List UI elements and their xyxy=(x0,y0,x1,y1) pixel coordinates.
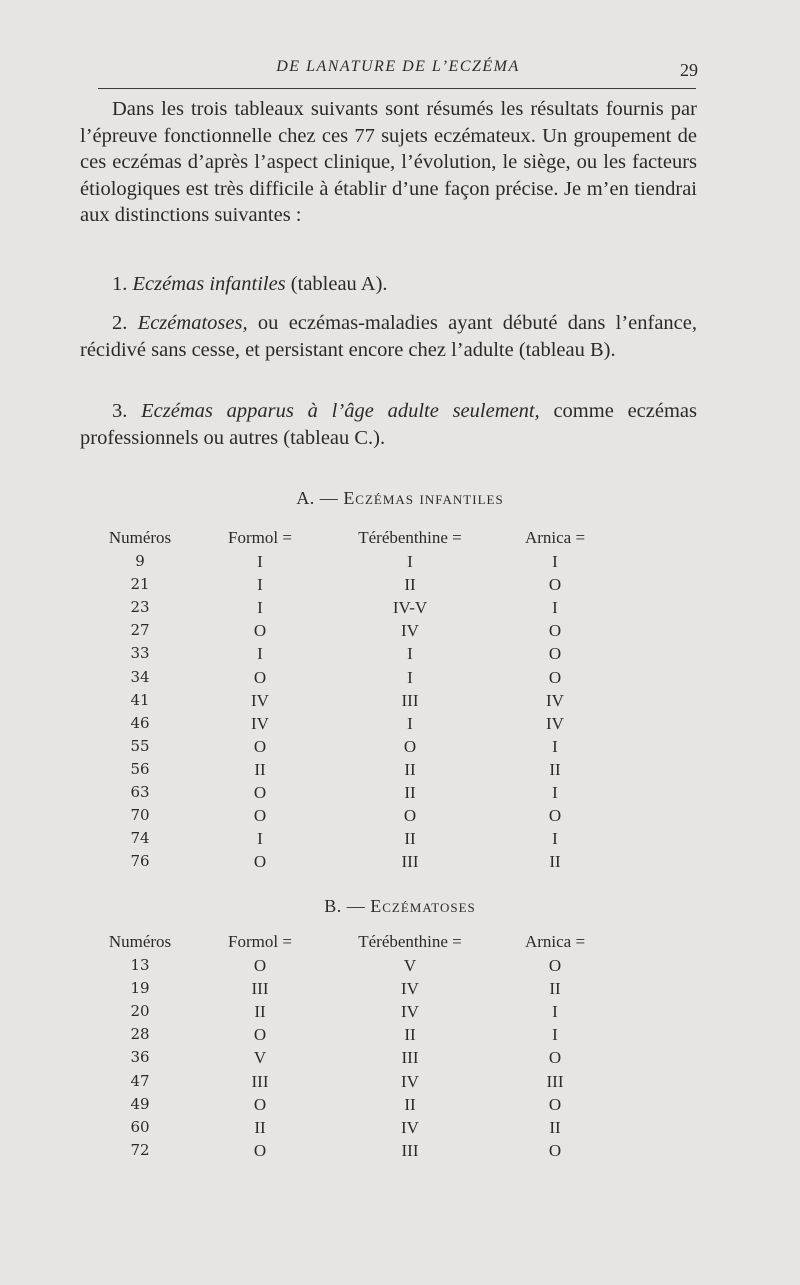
cell-terebenthine: IV xyxy=(401,979,419,999)
table-row xyxy=(90,550,620,573)
table-row xyxy=(90,712,620,735)
cell-terebenthine: V xyxy=(403,956,417,976)
cell-formol: I xyxy=(257,552,263,572)
cell-arnica: O xyxy=(548,667,562,687)
table-a-body xyxy=(90,550,620,873)
table-b-title xyxy=(0,896,800,917)
cell-numero: 76 xyxy=(130,852,150,871)
cell-numero: 74 xyxy=(130,829,150,848)
table-row xyxy=(90,954,620,977)
table-row xyxy=(90,1000,620,1023)
cell-formol: I xyxy=(257,598,263,618)
cell-formol: O xyxy=(253,621,267,641)
cell-formol: IV xyxy=(251,713,269,733)
cell-formol: I xyxy=(257,575,263,595)
list-item-text: (tableau A). xyxy=(285,273,388,295)
list-item-number: 1. xyxy=(112,273,128,295)
cell-numero: 49 xyxy=(130,1094,150,1113)
cell-numero: 36 xyxy=(130,1048,150,1067)
cell-numero: 23 xyxy=(130,598,150,617)
cell-arnica: II xyxy=(549,979,561,999)
cell-arnica: IV xyxy=(546,713,564,733)
cell-arnica: II xyxy=(549,759,561,779)
table-row xyxy=(90,735,620,758)
list-item-1 xyxy=(80,271,697,298)
table-row xyxy=(90,827,620,850)
table-row xyxy=(90,642,620,665)
cell-formol: O xyxy=(253,1025,267,1045)
cell-arnica: O xyxy=(548,1048,562,1068)
list-item-text: comme eczémas professionnels ou autres (tableau C.). xyxy=(80,400,697,449)
list-item-2 xyxy=(80,310,697,363)
cell-arnica: III xyxy=(546,1071,564,1091)
table-a xyxy=(90,526,620,873)
cell-arnica: II xyxy=(549,852,561,872)
cell-terebenthine: IV-V xyxy=(392,598,428,618)
cell-formol: O xyxy=(253,782,267,802)
cell-numero: 20 xyxy=(130,1002,150,1021)
table-row xyxy=(90,1093,620,1116)
list-item-number: 3. xyxy=(112,400,128,422)
list-item-italic: Eczémas apparus à l’âge adulte seulement, xyxy=(141,400,540,422)
col-header-arnica: Arnica = xyxy=(524,528,586,547)
cell-arnica: II xyxy=(549,1117,561,1137)
cell-terebenthine: O xyxy=(403,806,417,826)
table-row xyxy=(90,1139,620,1162)
cell-terebenthine: IV xyxy=(401,1002,419,1022)
cell-terebenthine: II xyxy=(404,1025,416,1045)
cell-numero: 9 xyxy=(135,552,145,571)
page-number: 29 xyxy=(680,60,698,80)
cell-formol: II xyxy=(254,1117,266,1137)
cell-formol: III xyxy=(251,1071,269,1091)
cell-arnica: O xyxy=(548,956,562,976)
intro-paragraph-text: Dans les trois tableaux suivants sont résumés les résultats fournis par l’épreuve fonctionnelle chez ces 77 sujets eczémateux. Un groupement de ces eczémas d’après l’aspect clinique, l’évolution, le siège, ou les facteurs étiologiques est très difficile à établir d’une façon précise. Je m’en tiendrai aux distinctions suivantes : xyxy=(80,98,697,226)
cell-arnica: IV xyxy=(546,690,564,710)
table-row xyxy=(90,850,620,873)
col-header-numeros: Numéros xyxy=(108,932,172,951)
col-header-terebenthine: Térébenthine = xyxy=(358,932,462,951)
cell-terebenthine: III xyxy=(401,1048,419,1068)
cell-arnica: O xyxy=(548,1094,562,1114)
cell-numero: 41 xyxy=(130,690,150,709)
table-row xyxy=(90,689,620,712)
col-header-numeros: Numéros xyxy=(108,528,172,547)
cell-terebenthine: IV xyxy=(401,621,419,641)
col-header-arnica: Arnica = xyxy=(524,932,586,951)
cell-numero: 28 xyxy=(130,1025,150,1044)
list-item-number: 2. xyxy=(112,312,128,334)
cell-terebenthine: II xyxy=(404,829,416,849)
table-row xyxy=(90,665,620,688)
cell-terebenthine: I xyxy=(407,667,413,687)
table-row xyxy=(90,977,620,1000)
cell-arnica: I xyxy=(552,598,558,618)
cell-numero: 47 xyxy=(130,1071,150,1090)
cell-arnica: O xyxy=(548,1140,562,1160)
table-row xyxy=(90,1069,620,1092)
cell-arnica: O xyxy=(548,644,562,664)
cell-arnica: I xyxy=(552,1002,558,1022)
header-rule xyxy=(98,88,696,89)
cell-numero: 70 xyxy=(130,806,150,825)
col-header-terebenthine: Térébenthine = xyxy=(358,528,462,547)
cell-arnica: I xyxy=(552,552,558,572)
cell-formol: O xyxy=(253,667,267,687)
cell-formol: V xyxy=(253,1048,267,1068)
table-row xyxy=(90,804,620,827)
cell-formol: III xyxy=(251,979,269,999)
table-a-title-text: Eczémas infantiles xyxy=(343,488,504,508)
cell-terebenthine: I xyxy=(407,713,413,733)
cell-terebenthine: II xyxy=(404,575,416,595)
cell-formol: O xyxy=(253,806,267,826)
cell-numero: 55 xyxy=(130,736,150,755)
table-row xyxy=(90,1116,620,1139)
intro-paragraph xyxy=(80,96,697,229)
cell-formol: O xyxy=(253,956,267,976)
cell-arnica: O xyxy=(548,621,562,641)
cell-numero: 21 xyxy=(130,575,150,594)
cell-terebenthine: III xyxy=(401,1140,419,1160)
cell-terebenthine: III xyxy=(401,690,419,710)
cell-terebenthine: IV xyxy=(401,1071,419,1091)
cell-terebenthine: II xyxy=(404,759,416,779)
cell-numero: 19 xyxy=(130,979,150,998)
list-item-text: ou eczémas-maladies ayant débuté dans l’enfance, récidivé sans cesse, et persistant encore chez l’adulte (tableau B). xyxy=(80,312,698,361)
list-item-3 xyxy=(80,398,697,451)
table-a-title xyxy=(0,488,800,509)
cell-arnica: O xyxy=(548,575,562,595)
cell-formol: O xyxy=(253,1140,267,1160)
cell-numero: 56 xyxy=(130,759,150,778)
cell-numero: 34 xyxy=(130,667,150,686)
cell-formol: II xyxy=(254,1002,266,1022)
table-b-title-text: Eczématoses xyxy=(370,896,476,916)
cell-terebenthine: I xyxy=(407,552,413,572)
cell-arnica: I xyxy=(552,829,558,849)
table-a-header-row xyxy=(90,526,620,550)
col-header-formol: Formol = xyxy=(228,528,292,547)
table-b-title-prefix: B. — xyxy=(324,896,371,916)
cell-numero: 46 xyxy=(130,713,150,732)
cell-numero: 63 xyxy=(130,782,150,801)
table-row xyxy=(90,619,620,642)
cell-arnica: I xyxy=(552,782,558,802)
cell-arnica: I xyxy=(552,736,558,756)
table-a-title-prefix: A. — xyxy=(296,488,344,508)
cell-terebenthine: I xyxy=(407,644,413,664)
cell-formol: I xyxy=(257,644,263,664)
table-row xyxy=(90,596,620,619)
cell-numero: 13 xyxy=(130,956,150,975)
cell-formol: O xyxy=(253,1094,267,1114)
cell-formol: II xyxy=(254,759,266,779)
cell-terebenthine: II xyxy=(404,782,416,802)
cell-arnica: O xyxy=(548,806,562,826)
cell-formol: IV xyxy=(251,690,269,710)
cell-formol: O xyxy=(253,852,267,872)
cell-numero: 72 xyxy=(130,1140,150,1159)
table-row xyxy=(90,758,620,781)
cell-numero: 27 xyxy=(130,621,150,640)
list-item-italic: Eczémas infantiles xyxy=(132,273,286,295)
cell-arnica: I xyxy=(552,1025,558,1045)
table-b-header-row xyxy=(90,930,620,954)
running-head xyxy=(98,58,698,86)
cell-numero: 60 xyxy=(130,1117,150,1136)
cell-numero: 33 xyxy=(130,644,150,663)
cell-formol: O xyxy=(253,736,267,756)
cell-formol: I xyxy=(257,829,263,849)
table-row xyxy=(90,573,620,596)
cell-terebenthine: IV xyxy=(401,1117,419,1137)
table-b-body xyxy=(90,954,620,1162)
cell-terebenthine: II xyxy=(404,1094,416,1114)
table-b xyxy=(90,930,620,1162)
table-row xyxy=(90,1046,620,1069)
table-row xyxy=(90,781,620,804)
col-header-formol: Formol = xyxy=(228,932,292,951)
cell-terebenthine: III xyxy=(401,852,419,872)
list-item-italic: Eczématoses, xyxy=(137,312,248,334)
cell-terebenthine: O xyxy=(403,736,417,756)
running-head-title: DE LANATURE DE L’ECZÉMA xyxy=(276,58,520,75)
table-row xyxy=(90,1023,620,1046)
